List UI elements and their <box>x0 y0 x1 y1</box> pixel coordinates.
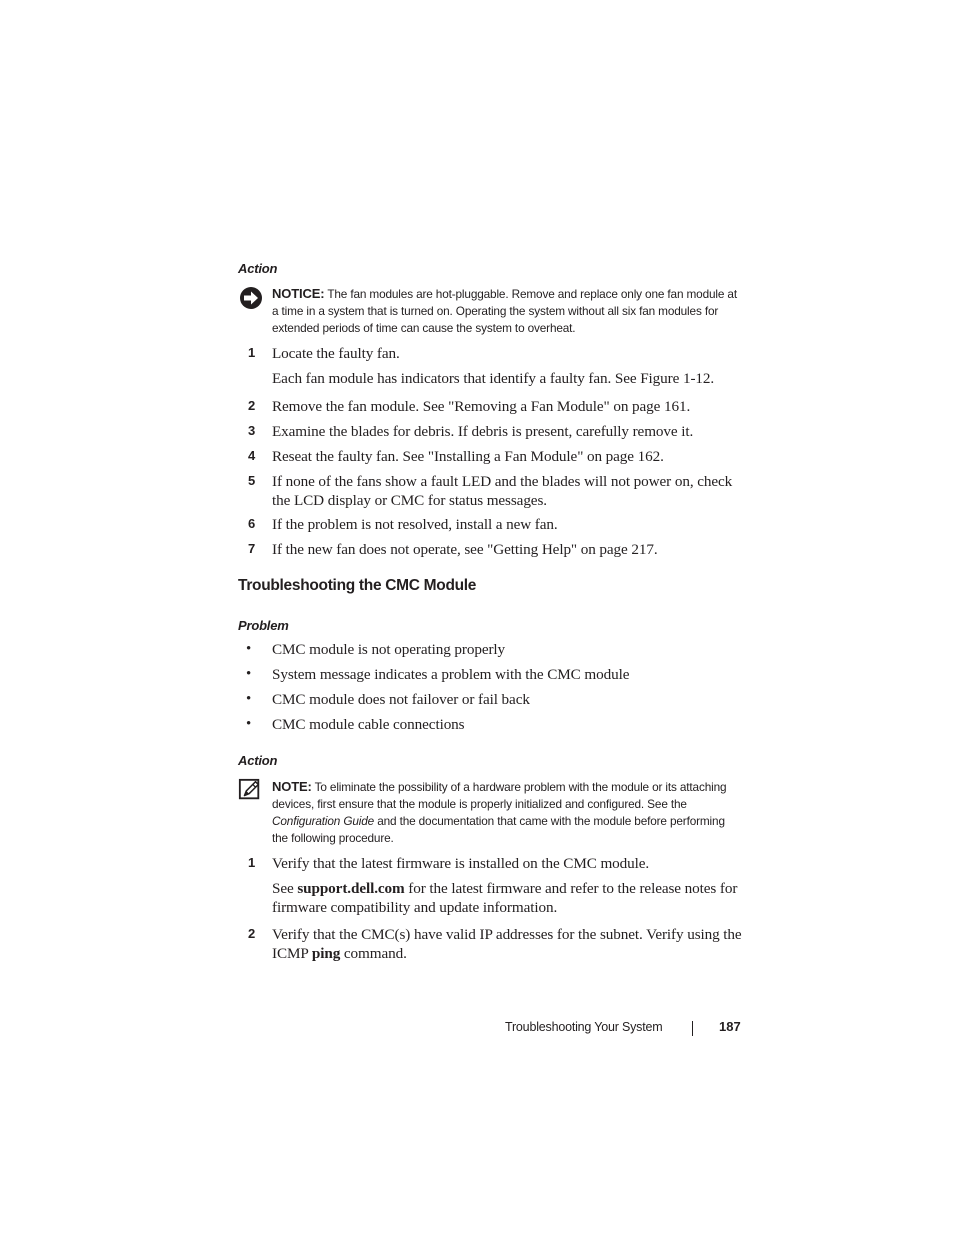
bullet-dot: • <box>246 666 252 682</box>
notice-icon <box>238 285 264 311</box>
step-number: 1 <box>248 345 256 360</box>
configuration-guide: Configuration Guide <box>272 814 375 828</box>
step-number: 2 <box>248 398 256 413</box>
notice-text <box>272 285 742 337</box>
step-number: 1 <box>248 855 256 870</box>
note-pencil-icon <box>238 778 262 802</box>
page-number: 187 <box>719 1019 741 1034</box>
list-item-text: CMC module cable connections <box>272 716 465 733</box>
section-title: Troubleshooting the CMC Module <box>238 577 477 594</box>
list-item-text: CMC module does not failover or fail back <box>272 691 530 708</box>
step-text-2: command. <box>340 945 407 962</box>
step-number: 3 <box>248 423 256 438</box>
notice-label: NOTICE: <box>272 286 325 301</box>
note-label: NOTE: <box>272 779 312 794</box>
step-text: Examine the blades for debris. If debris is present, carefully remove it. <box>272 423 694 440</box>
note-body-1: To eliminate the possibility of a hardware problem with the module or its attaching devices, first ensure that the module is properly initialized and configured. See the <box>272 780 727 811</box>
step-number: 6 <box>248 516 256 531</box>
step-text: If the new fan does not operate, see "Getting Help" on page 217. <box>272 541 658 558</box>
notice-body: The fan modules are hot-pluggable. Remove and replace only one fan module at a time in a system that is turned on. Operating the system without all six fan modules for extended periods of time can cause the system to overheat. <box>272 287 737 335</box>
step-text: If the problem is not resolved, install a new fan. <box>272 516 558 533</box>
cmc-step-1-detail <box>272 879 748 917</box>
bullet-dot: • <box>246 691 252 707</box>
footer-divider <box>692 1021 693 1036</box>
step-number: 5 <box>248 473 256 488</box>
step-text <box>272 925 748 963</box>
problem-heading: Problem <box>238 618 289 633</box>
step-text: Verify that the latest firmware is installed on the CMC module. <box>272 855 650 872</box>
step-number: 2 <box>248 926 256 941</box>
support-link[interactable]: support.dell.com <box>297 880 405 897</box>
bullet-dot: • <box>246 716 252 732</box>
note-text <box>272 778 742 847</box>
action-heading: Action <box>238 753 278 768</box>
step-text: Locate the faulty fan. <box>272 345 400 362</box>
detail-text-2: for the latest firmware and refer to the release notes for firmware compatibility and update information. <box>272 880 738 916</box>
step-number: 7 <box>248 541 256 556</box>
ping-command: ping <box>311 945 341 962</box>
note-body-2: and the documentation that came with the module before performing the following procedure. <box>272 814 725 845</box>
footer-title: Troubleshooting Your System <box>505 1020 663 1034</box>
list-item-text: System message indicates a problem with the CMC module <box>272 666 630 683</box>
step-text: If none of the fans show a fault LED and the blades will not power on, check the LCD display or CMC for status messages. <box>272 473 733 509</box>
bullet-dot: • <box>246 641 252 657</box>
step-text: Remove the fan module. See "Removing a Fan Module" on page 161. <box>272 398 691 415</box>
detail-text-1: See <box>272 880 298 897</box>
action-heading: Action <box>238 261 278 276</box>
list-item-text: CMC module is not operating properly <box>272 641 506 658</box>
step-number: 4 <box>248 448 256 463</box>
fan-step-1-detail: Each fan module has indicators that identify a faulty fan. See Figure 1-12. <box>272 370 715 387</box>
step-text-1: Verify that the CMC(s) have valid IP addresses for the subnet. Verify using the ICMP <box>272 926 742 962</box>
step-text: Reseat the faulty fan. See "Installing a Fan Module" on page 162. <box>272 448 664 465</box>
